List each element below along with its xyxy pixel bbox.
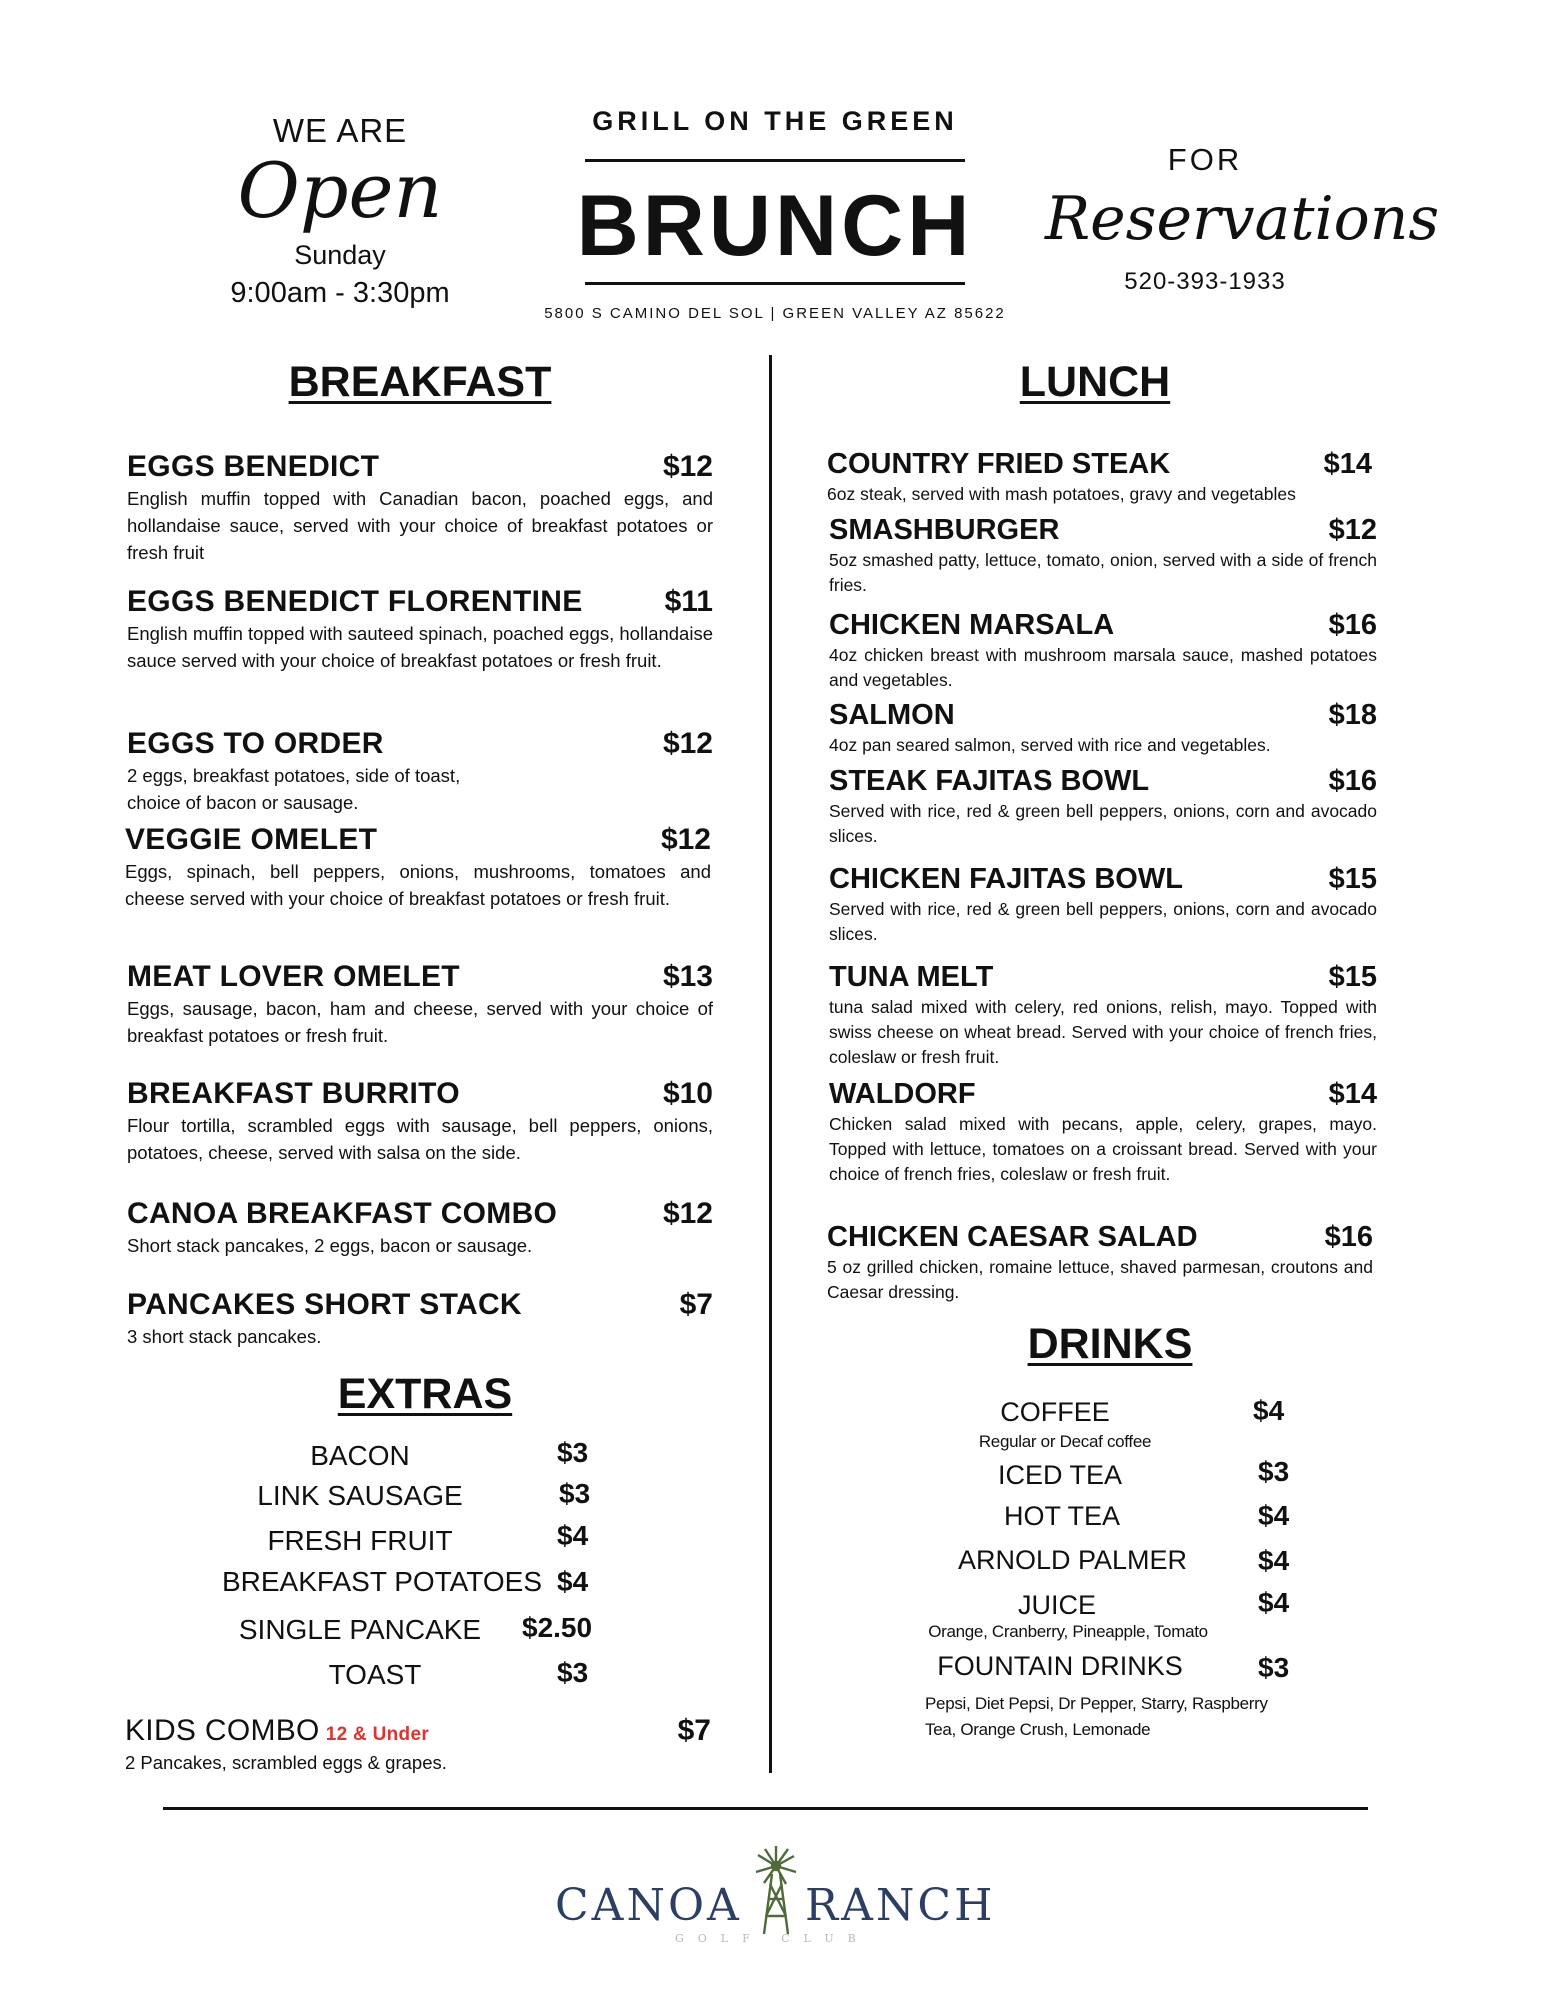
logo-word-ranch: RANCH bbox=[805, 1880, 996, 1931]
kids-combo bbox=[125, 1714, 711, 1776]
drink-note: Orange, Cranberry, Pineapple, Tomato bbox=[928, 1622, 1208, 1641]
item-price: $14 bbox=[1323, 448, 1372, 480]
item-name: CHICKEN FAJITAS BOWL bbox=[829, 863, 1183, 895]
open-script: Open bbox=[237, 146, 443, 235]
item-price: $15 bbox=[1328, 961, 1377, 993]
drink-note: Regular or Decaf coffee bbox=[978, 1432, 1152, 1451]
kids-combo-name-wrap bbox=[125, 1714, 429, 1748]
menu-item bbox=[827, 1221, 1373, 1305]
menu-item bbox=[829, 765, 1377, 849]
drink-name: HOT TEA bbox=[1003, 1501, 1121, 1531]
extra-price: $3 bbox=[557, 1437, 589, 1468]
extra-price: $4 bbox=[557, 1520, 589, 1551]
item-name: WALDORF bbox=[829, 1078, 976, 1110]
extra-name: BACON bbox=[310, 1440, 410, 1471]
extra-name: SINGLE PANCAKE bbox=[238, 1614, 482, 1645]
extra-name: BREAKFAST POTATOES bbox=[221, 1566, 543, 1597]
logo-word-canoa: CANOA bbox=[555, 1880, 742, 1931]
menu-item bbox=[829, 863, 1377, 947]
extra-price: $2.50 bbox=[522, 1612, 593, 1643]
drink-name: COFFEE bbox=[1000, 1397, 1110, 1427]
item-desc: 3 short stack pancakes. bbox=[127, 1326, 322, 1347]
item-desc: English muffin topped with Canadian bacon, poached eggs, and hollandaise sauce, served with your choice of breakfast potatoes or fresh fruit bbox=[127, 488, 713, 563]
item-price: $16 bbox=[1324, 1221, 1373, 1253]
item-name: CANOA BREAKFAST COMBO bbox=[127, 1197, 558, 1230]
item-desc: Served with rice, red & green bell peppers, onions, corn and avocado slices. bbox=[829, 801, 1377, 846]
menu-item bbox=[125, 823, 711, 912]
drink-note-line2: Tea, Orange Crush, Lemonade bbox=[925, 1720, 1151, 1739]
menu-item bbox=[127, 585, 713, 674]
item-name: STEAK FAJITAS BOWL bbox=[829, 765, 1150, 797]
menu-item bbox=[127, 1288, 713, 1350]
menu-item bbox=[827, 448, 1372, 507]
windmill-icon bbox=[748, 1844, 804, 1936]
title-rule-top bbox=[585, 159, 965, 162]
item-name: EGGS BENEDICT FLORENTINE bbox=[127, 585, 583, 618]
item-name: VEGGIE OMELET bbox=[125, 823, 378, 856]
item-desc: tuna salad mixed with celery, red onions, relish, mayo. Topped with swiss cheese on wheat bread. Served with your choice of french fries, coleslaw or fresh fruit. bbox=[829, 997, 1377, 1067]
extra-price: $3 bbox=[557, 1657, 589, 1688]
lunch-title: LUNCH bbox=[1019, 358, 1171, 406]
logo-subtitle: GOLF CLUB bbox=[675, 1932, 870, 1945]
drink-price: $4 bbox=[1253, 1395, 1285, 1426]
item-desc-line2: choice of bacon or sausage. bbox=[127, 792, 359, 813]
item-name: CHICKEN MARSALA bbox=[829, 609, 1115, 641]
canoa-ranch-logo bbox=[555, 1840, 996, 1945]
item-price: $16 bbox=[1328, 765, 1377, 797]
item-desc: 2 eggs, breakfast potatoes, side of toast, bbox=[127, 765, 461, 786]
footer-divider bbox=[163, 1807, 1368, 1810]
item-price: $10 bbox=[662, 1077, 713, 1110]
menu-item bbox=[829, 1078, 1377, 1187]
item-name: TUNA MELT bbox=[829, 961, 994, 993]
item-price: $12 bbox=[662, 727, 713, 760]
item-name: EGGS TO ORDER bbox=[127, 727, 384, 760]
item-price: $12 bbox=[662, 1197, 713, 1230]
item-name: SALMON bbox=[829, 699, 955, 731]
menu-item bbox=[829, 514, 1377, 598]
title-rule-bottom bbox=[585, 282, 965, 285]
breakfast-title: BREAKFAST bbox=[288, 358, 552, 406]
item-name: KIDS COMBO bbox=[125, 1714, 320, 1747]
item-price: $12 bbox=[660, 823, 711, 856]
item-desc: Flour tortilla, scrambled eggs with sausage, bell peppers, onions, potatoes, cheese, served with salsa on the side. bbox=[127, 1115, 713, 1163]
drink-price: $4 bbox=[1258, 1587, 1290, 1618]
page-title: BRUNCH bbox=[576, 178, 974, 274]
item-desc: 5 oz grilled chicken, romaine lettuce, shaved parmesan, croutons and Caesar dressing. bbox=[827, 1257, 1373, 1302]
extra-price: $4 bbox=[557, 1566, 589, 1597]
phone-number: 520-393-1933 bbox=[1124, 268, 1286, 295]
menu-item bbox=[127, 1077, 713, 1166]
item-price: $14 bbox=[1328, 1078, 1377, 1110]
item-name: BREAKFAST BURRITO bbox=[127, 1077, 460, 1110]
item-price: $13 bbox=[662, 960, 713, 993]
address: 5800 S CAMINO DEL SOL | GREEN VALLEY AZ 85622 bbox=[544, 305, 1006, 322]
column-divider bbox=[769, 355, 772, 1773]
menu-item bbox=[127, 960, 713, 1049]
extras-title: EXTRAS bbox=[337, 1370, 513, 1418]
drink-price: $3 bbox=[1258, 1456, 1290, 1487]
open-day: Sunday bbox=[294, 240, 386, 270]
drink-price: $4 bbox=[1258, 1545, 1290, 1576]
menu-item bbox=[127, 1197, 713, 1259]
for-label: FOR bbox=[1167, 142, 1243, 177]
menu-item bbox=[127, 727, 713, 816]
drink-name: JUICE bbox=[1017, 1590, 1096, 1620]
drink-price: $3 bbox=[1258, 1652, 1290, 1683]
item-price: $7 bbox=[677, 1714, 711, 1747]
age-badge: 12 & Under bbox=[325, 1724, 430, 1745]
drink-name: ARNOLD PALMER bbox=[957, 1545, 1188, 1575]
drink-price: $4 bbox=[1258, 1500, 1290, 1531]
reservations-script: Reservations bbox=[1045, 184, 1440, 254]
menu-item bbox=[829, 609, 1377, 693]
item-name: SMASHBURGER bbox=[829, 514, 1060, 546]
item-name: COUNTRY FRIED STEAK bbox=[827, 448, 1171, 480]
item-price: $12 bbox=[1328, 514, 1377, 546]
drink-name: ICED TEA bbox=[997, 1460, 1123, 1490]
item-price: $18 bbox=[1328, 699, 1377, 731]
extra-name: FRESH FRUIT bbox=[267, 1525, 453, 1556]
item-desc: Eggs, sausage, bacon, ham and cheese, served with your choice of breakfast potatoes or fresh fruit. bbox=[127, 998, 713, 1046]
extra-price: $3 bbox=[559, 1478, 591, 1509]
item-price: $7 bbox=[679, 1288, 713, 1321]
menu-item bbox=[127, 450, 713, 566]
drink-note: Pepsi, Diet Pepsi, Dr Pepper, Starry, Raspberry bbox=[925, 1694, 1268, 1713]
menu-item bbox=[829, 699, 1377, 758]
item-name: EGGS BENEDICT bbox=[127, 450, 380, 483]
item-price: $15 bbox=[1328, 863, 1377, 895]
item-desc: Short stack pancakes, 2 eggs, bacon or sausage. bbox=[127, 1235, 533, 1256]
open-hours: 9:00am - 3:30pm bbox=[230, 277, 450, 309]
item-name: PANCAKES SHORT STACK bbox=[127, 1288, 522, 1321]
hours-block bbox=[180, 112, 500, 310]
drink-name: FOUNTAIN DRINKS bbox=[937, 1651, 1183, 1681]
we-are-label: WE ARE bbox=[272, 112, 408, 149]
item-desc: 5oz smashed patty, lettuce, tomato, onion, served with a side of french fries. bbox=[829, 550, 1377, 595]
item-desc: 4oz pan seared salmon, served with rice and vegetables. bbox=[829, 735, 1271, 755]
item-price: $11 bbox=[664, 585, 713, 618]
extra-name: LINK SAUSAGE bbox=[257, 1480, 463, 1511]
item-price: $16 bbox=[1328, 609, 1377, 641]
item-desc: 6oz steak, served with mash potatoes, gravy and vegetables bbox=[827, 484, 1296, 504]
item-desc: English muffin topped with sauteed spinach, poached eggs, hollandaise sauce served with your choice of breakfast potatoes or fresh fruit. bbox=[127, 623, 713, 671]
item-desc: Eggs, spinach, bell peppers, onions, mushrooms, tomatoes and cheese served with your choice of breakfast potatoes or fresh fruit. bbox=[125, 861, 711, 909]
venue-name: GRILL ON THE GREEN bbox=[592, 106, 958, 136]
item-desc: Served with rice, red & green bell peppers, onions, corn and avocado slices. bbox=[829, 899, 1377, 944]
drinks-title: DRINKS bbox=[1027, 1320, 1193, 1368]
extra-name: TOAST bbox=[328, 1659, 422, 1690]
item-desc: 2 Pancakes, scrambled eggs & grapes. bbox=[125, 1752, 447, 1773]
title-block bbox=[530, 106, 1020, 322]
reservations-block bbox=[1045, 142, 1440, 296]
menu-item bbox=[829, 961, 1377, 1070]
item-name: CHICKEN CAESAR SALAD bbox=[827, 1221, 1198, 1253]
item-desc: 4oz chicken breast with mushroom marsala sauce, mashed potatoes and vegetables. bbox=[829, 645, 1377, 690]
item-desc: Chicken salad mixed with pecans, apple, celery, grapes, mayo. Topped with lettuce, tomatoes on a croissant bread. Served with your choice of french fries, coleslaw or fresh fruit. bbox=[829, 1114, 1377, 1184]
item-name: MEAT LOVER OMELET bbox=[127, 960, 460, 993]
item-price: $12 bbox=[662, 450, 713, 483]
